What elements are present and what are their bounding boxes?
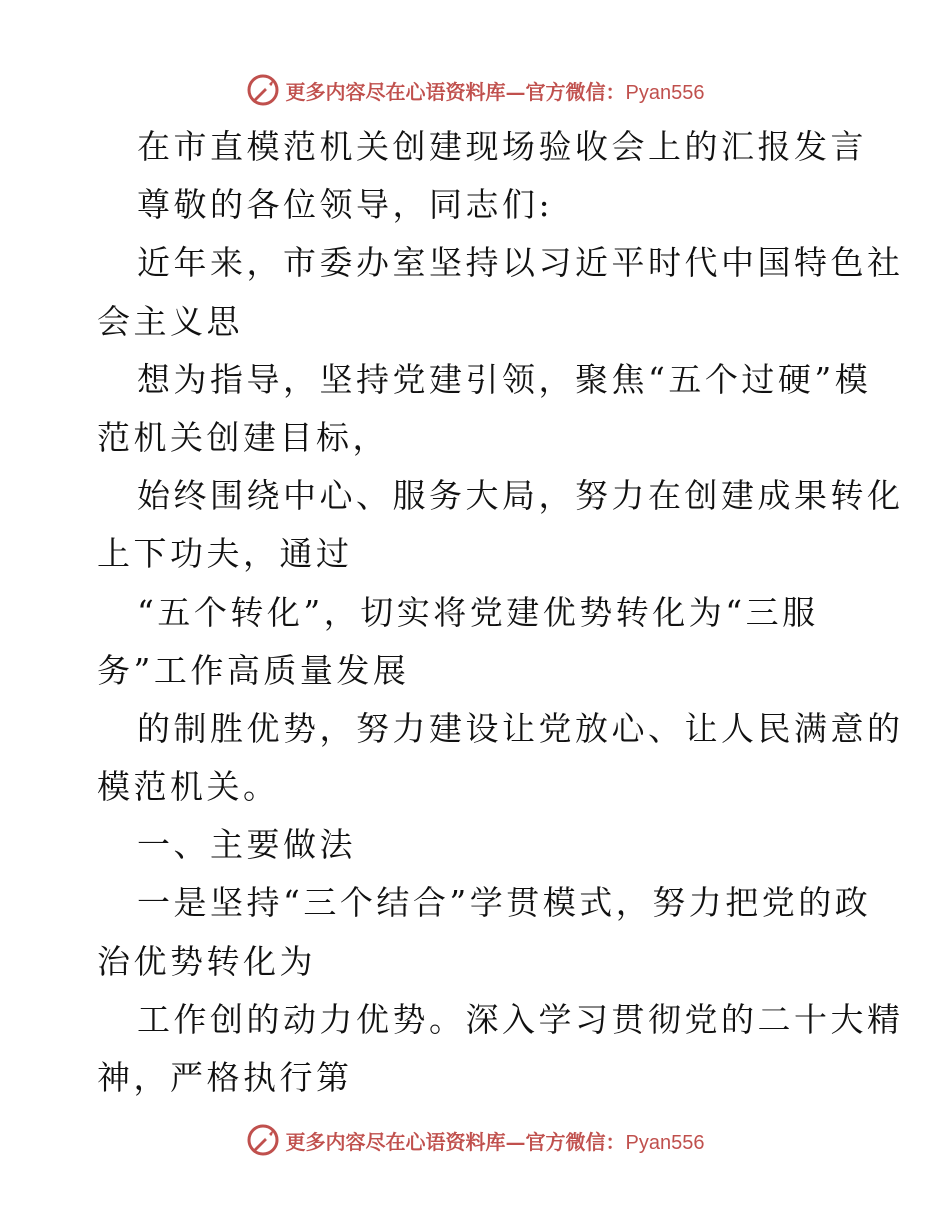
text-line: 尊敬的各位领导，同志们: [137, 185, 554, 225]
footer-banner [0, 1120, 950, 1160]
text-line: 会主义思 [97, 301, 243, 341]
text-line: 想为指导，坚持党建引领，聚焦“五个过硬”模 [137, 359, 872, 399]
text-line: 模范机关。 [97, 767, 280, 807]
text-line: 治优势转化为 [97, 941, 316, 981]
text-line: 一、主要做法 [137, 825, 356, 865]
logo-icon [246, 73, 280, 107]
text-line: 工作创的动力优势。深入学习贯彻党的二十大精 [137, 999, 904, 1039]
text-line: 近年来，市委办室坚持以习近平时代中国特色社 [137, 243, 904, 283]
text-line: 务”工作高质量发展 [97, 650, 410, 690]
text-line: 一是坚持“三个结合”学贯模式，努力把党的政 [137, 883, 872, 923]
text-line: 范机关创建目标， [97, 417, 389, 457]
banner-text: 更多内容尽在心语资料库—官方微信：Pyan556 [285, 1129, 705, 1154]
text-line: 在市直模范机关创建现场验收会上的汇报发言 [137, 127, 867, 166]
header-banner [0, 70, 950, 110]
document-body [97, 118, 904, 1107]
text-line: 始终围绕中心、服务大局，努力在创建成果转化 [137, 476, 904, 516]
text-line: 的制胜优势，努力建设让党放心、让人民满意的 [137, 708, 904, 748]
banner-text: 更多内容尽在心语资料库—官方微信：Pyan556 [285, 79, 705, 104]
banner-wechat-id: Pyan556 [625, 1131, 705, 1154]
text-line: “五个转化”，切实将党建优势转化为“三服 [137, 592, 819, 632]
text-line: 上下功夫，通过 [97, 534, 353, 574]
logo-icon [246, 1123, 280, 1157]
text-line: 神，严格执行第 [97, 1058, 353, 1097]
banner-wechat-id: Pyan556 [625, 81, 705, 104]
